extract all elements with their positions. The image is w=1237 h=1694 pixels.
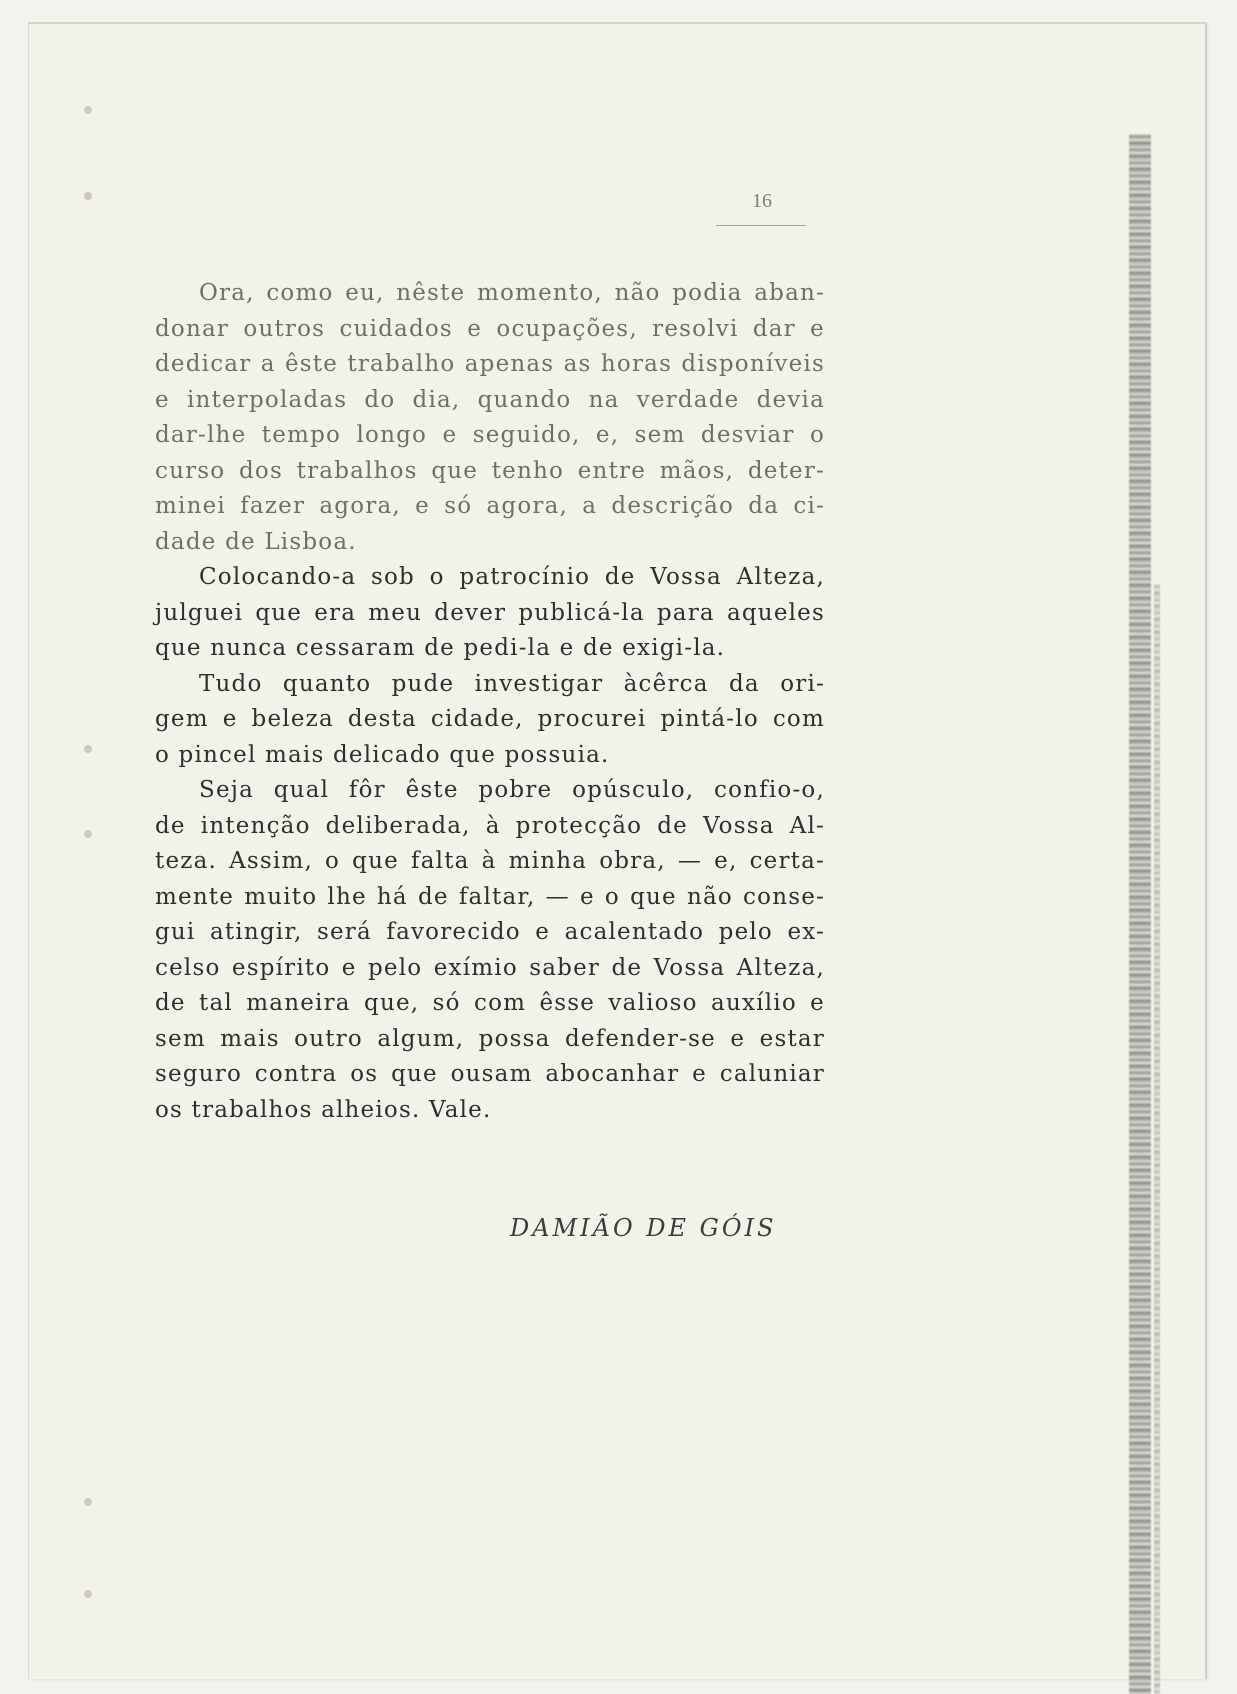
binding-hole (84, 192, 92, 200)
paragraph (155, 560, 825, 667)
text-line: gem e beleza desta cidade, procurei pintá-lo com (155, 706, 825, 732)
text-line: seguro contra os que ousam abocanhar e caluniar (155, 1061, 825, 1087)
text-line: teza. Assim, o que falta à minha obra, — e, certa- (155, 848, 825, 874)
binding-hole (84, 830, 92, 838)
text-line: Tudo quanto pude investigar àcêrca da ori- (199, 670, 825, 697)
binding-hole (84, 1590, 92, 1598)
body-text (155, 276, 825, 1128)
text-line: Seja qual fôr êste pobre opúsculo, confio-o, (199, 777, 825, 803)
text-line: sem mais outro algum, possa defender-se e estar (155, 1025, 825, 1052)
text-line: mente muito lhe há de faltar, — e o que não conse- (155, 883, 825, 910)
text-line: gui atingir, será favorecido e acalentado pelo ex- (155, 919, 825, 945)
page-number-rule (716, 225, 806, 226)
text-line: dedicar a êste trabalho apenas as horas disponíveis (155, 351, 825, 377)
binding-hole (84, 1498, 92, 1506)
text-line: dade de Lisboa. (155, 528, 357, 555)
text-line: celso espírito e pelo exímio saber de Vossa Alteza, (155, 954, 825, 981)
text-line: de tal maneira que, só com êsse valioso auxílio e (155, 990, 825, 1016)
paragraph (155, 667, 825, 774)
text-line: curso dos trabalhos que tenho entre mãos, deter- (155, 457, 825, 484)
paragraph (155, 276, 825, 560)
text-line: de intenção deliberada, à protecção de Vossa Al- (155, 812, 825, 839)
binding-hole (84, 106, 92, 114)
text-line: Ora, como eu, nêste momento, não podia aban- (199, 280, 825, 306)
text-line: os trabalhos alheios. Vale. (155, 1096, 492, 1123)
text-line: dar-lhe tempo longo e seguido, e, sem desviar o (155, 422, 825, 448)
text-line: e interpoladas do dia, quando na verdade devia (155, 386, 825, 413)
text-line: julguei que era meu dever publicá-la para aqueles (155, 599, 825, 626)
text-line: Colocando-a sob o patrocínio de Vossa Alteza, (199, 564, 825, 590)
binding-hole (84, 745, 92, 753)
author-signature: DAMIÃO DE GÓIS (510, 1214, 777, 1242)
text-line: que nunca cessaram de pedi-la e de exigi-la. (155, 635, 726, 661)
text-line: o pincel mais delicado que possuia. (155, 741, 610, 768)
paragraph (155, 773, 825, 1128)
text-line: donar outros cuidados e ocupações, resolvi dar e (155, 315, 825, 342)
page-number: 16 (752, 190, 772, 212)
text-line: minei fazer agora, e só agora, a descrição da ci- (155, 493, 825, 519)
binding-shadow (1129, 134, 1151, 1694)
binding-shadow-edge (1154, 584, 1160, 1694)
